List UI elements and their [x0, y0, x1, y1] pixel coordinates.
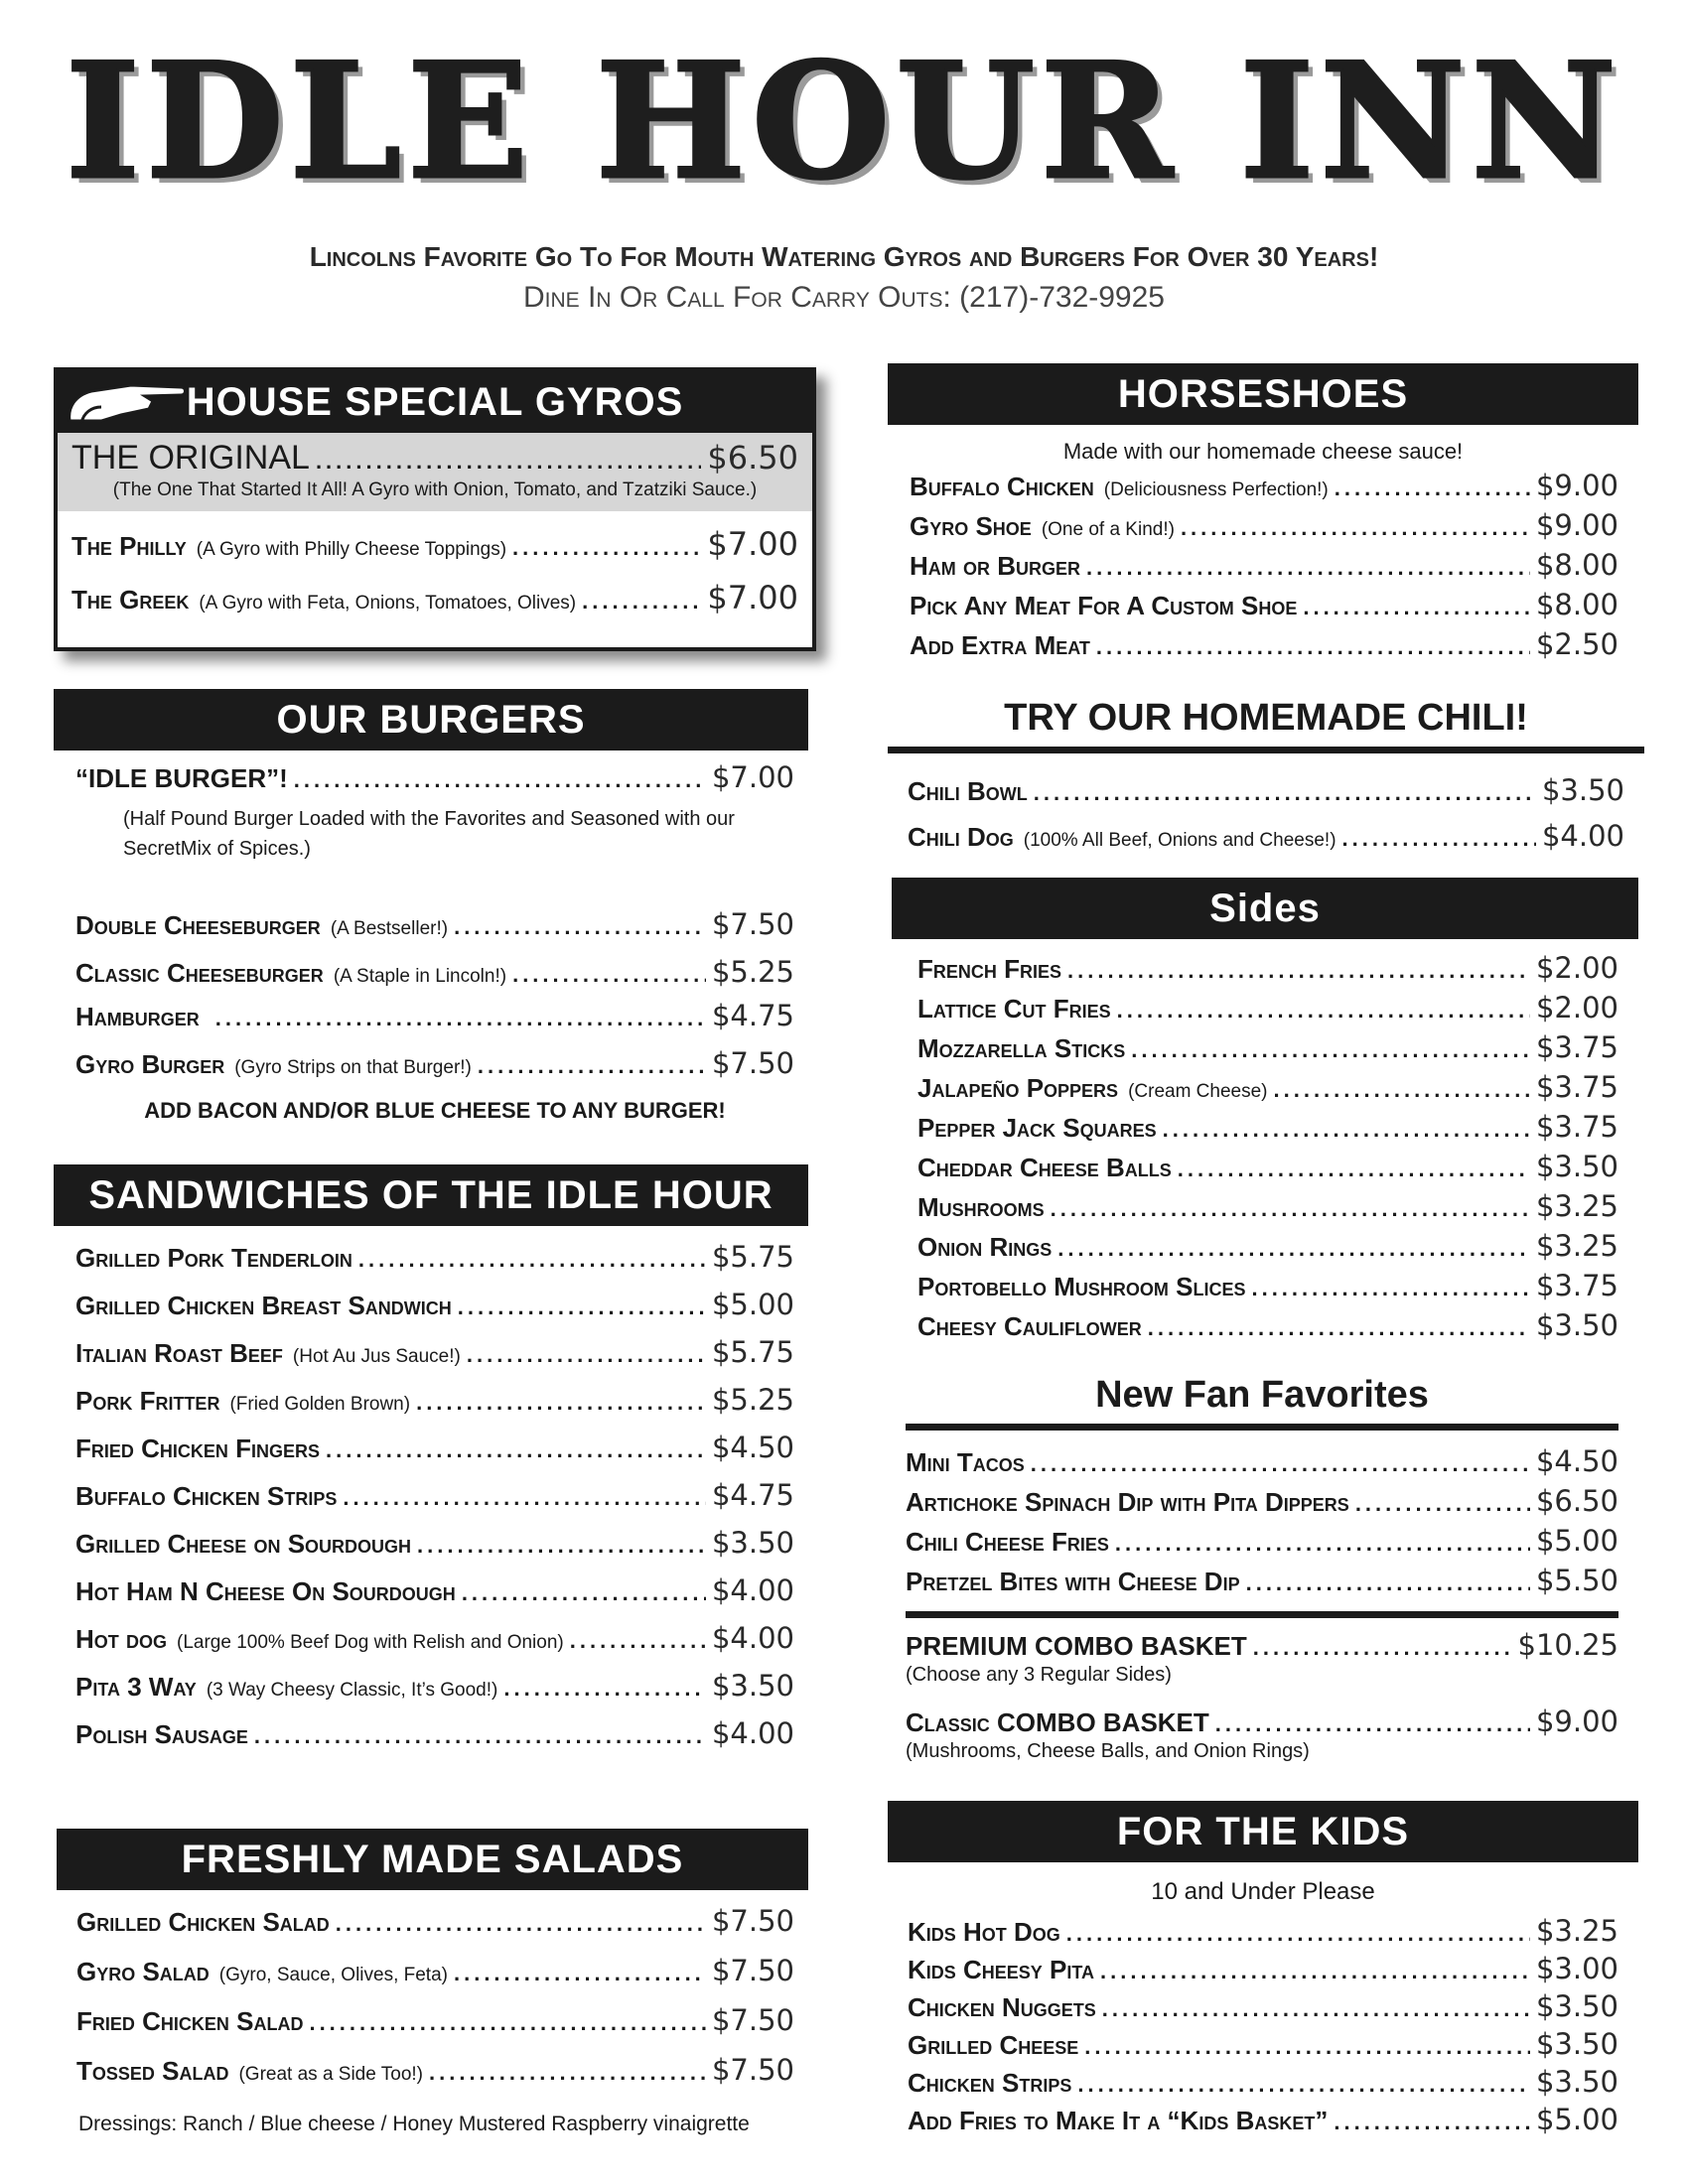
menu-item — [908, 773, 1624, 807]
menu-item — [917, 1150, 1618, 1183]
kids-note: 10 and Under Please — [1151, 1878, 1375, 1905]
item-name: Gyro Salad — [76, 1957, 210, 1986]
item-name: Grilled Chicken Breast Sandwich — [75, 1291, 452, 1320]
item-price: $3.00 — [1535, 1952, 1618, 1985]
kids-section — [888, 1801, 1638, 2140]
item-name: Fried Chicken Salad — [76, 2006, 304, 2036]
leader-dots — [1253, 1635, 1512, 1661]
menu-item — [917, 1110, 1618, 1144]
leader-dots — [1086, 555, 1530, 581]
item-name: Jalapeño Poppers — [917, 1073, 1119, 1103]
leader-dots — [309, 2010, 706, 2036]
item-price: $3.50 — [711, 1526, 794, 1560]
leader-dots — [503, 1676, 706, 1702]
item-name: Cheddar Cheese Balls — [917, 1153, 1172, 1182]
item-price: $8.00 — [1535, 588, 1618, 621]
item-name: Portobello Mushroom Slices — [917, 1272, 1246, 1301]
gyros-original — [58, 433, 812, 511]
leader-dots — [454, 1961, 706, 1986]
item-price: $7.50 — [711, 1954, 794, 1987]
leader-dots — [294, 767, 706, 793]
item-price: $6.50 — [1535, 1484, 1618, 1518]
menu-item — [76, 1904, 794, 1938]
leader-dots — [1303, 595, 1530, 620]
leader-dots — [1251, 1276, 1530, 1301]
leader-dots — [1178, 1157, 1530, 1182]
leader-dots — [1057, 1236, 1530, 1262]
menu-item — [917, 1308, 1618, 1342]
leader-dots — [1117, 998, 1530, 1024]
leader-dots — [1066, 1921, 1530, 1947]
item-desc: (Fried Golden Brown) — [229, 1394, 411, 1415]
item-price: $4.00 — [1541, 819, 1624, 853]
item-price: $3.25 — [1535, 1229, 1618, 1263]
item-name: Chicken Nuggets — [908, 1992, 1096, 2022]
menu-item — [910, 588, 1618, 621]
leader-dots — [1131, 1037, 1530, 1063]
item-name: Grilled Cheese — [908, 2030, 1079, 2060]
menu-item — [906, 1524, 1618, 1558]
menu-item — [908, 1914, 1618, 1948]
item-price: $3.75 — [1535, 1030, 1618, 1064]
menu-item — [910, 627, 1618, 661]
pointing-hand-icon — [62, 377, 191, 427]
item-desc: (A Bestseller!) — [330, 918, 449, 939]
menu-item — [910, 469, 1618, 502]
leader-dots — [358, 1247, 706, 1273]
item-name: Grilled Cheese on Sourdough — [75, 1529, 412, 1559]
burgers-section — [54, 689, 808, 1124]
menu-item — [917, 1269, 1618, 1302]
item-price: $3.75 — [1535, 1070, 1618, 1104]
menu-item — [75, 1573, 794, 1607]
item-price: $7.50 — [711, 2053, 794, 2087]
leader-dots — [1181, 515, 1530, 541]
item-name: Kids Hot Dog — [908, 1917, 1060, 1947]
item-name: Chicken Strips — [908, 2068, 1072, 2098]
chili-section — [888, 689, 1644, 865]
item-price: $3.50 — [1535, 1150, 1618, 1183]
burger-addon-note: ADD BACON AND/OR BLUE CHEESE TO ANY BURGER! — [144, 1098, 726, 1123]
item-name: Pick Any Meat For A Custom Shoe — [910, 591, 1298, 620]
item-name: Tossed Salad — [76, 2056, 229, 2086]
menu-item — [76, 1954, 794, 1987]
item-price: $4.50 — [1535, 1444, 1618, 1478]
chili-header: TRY OUR HOMEMADE CHILI! — [888, 689, 1644, 753]
item-price: $7.50 — [711, 2003, 794, 2037]
menu-item — [906, 1484, 1618, 1518]
leader-dots — [343, 1485, 706, 1511]
leader-dots — [1102, 1996, 1530, 2022]
menu-item — [75, 955, 794, 989]
leader-dots — [582, 589, 701, 614]
item-name: Mozzarella Sticks — [917, 1033, 1126, 1063]
item-price: $3.75 — [1535, 1110, 1618, 1144]
item-price: $4.75 — [711, 1478, 794, 1512]
item-name: Pita 3 Way — [75, 1672, 197, 1702]
item-name: Chili Dog — [908, 822, 1014, 852]
leader-dots — [454, 914, 706, 940]
menu-item — [75, 1288, 794, 1321]
item-desc: (3 Way Cheesy Classic, It’s Good!) — [206, 1680, 498, 1701]
salads-section — [57, 1829, 808, 2136]
leader-dots — [336, 1911, 706, 1937]
item-name: Italian Roast Beef — [75, 1338, 283, 1368]
item-price: $5.75 — [711, 1335, 794, 1369]
favorites-header: New Fan Favorites — [906, 1366, 1618, 1431]
menu-item — [908, 1952, 1618, 1985]
item-name: Polish Sausage — [75, 1719, 248, 1749]
leader-dots — [570, 1628, 706, 1654]
burgers-header: OUR BURGERS — [54, 689, 808, 751]
item-name: Mini Tacos — [906, 1447, 1025, 1477]
item-name: Buffalo Chicken — [910, 472, 1094, 501]
item-name: Ham or Burger — [910, 551, 1080, 581]
menu-item — [75, 1046, 794, 1080]
leader-dots — [1031, 1451, 1530, 1477]
item-price: $3.50 — [711, 1669, 794, 1703]
item-desc: (Cream Cheese) — [1128, 1081, 1268, 1102]
tagline: Lincolns Favorite Go To For Mouth Watering Gyros and Burgers For Over 30 Years! — [309, 241, 1379, 272]
item-name: Add Fries to Make It a “Kids Basket” — [908, 2106, 1329, 2135]
menu-item — [908, 1989, 1618, 2023]
leader-dots — [429, 2060, 706, 2086]
leader-dots — [1355, 1491, 1530, 1517]
item-name: “IDLE BURGER”! — [75, 763, 288, 793]
menu-item — [906, 1564, 1618, 1597]
item-price: $7.50 — [711, 907, 794, 941]
salads-header: FRESHLY MADE SALADS — [57, 1829, 808, 1890]
item-desc: (Mushrooms, Cheese Balls, and Onion Rings) — [906, 1740, 1310, 1762]
item-name: Classic Cheeseburger — [75, 958, 324, 988]
menu-item — [917, 991, 1618, 1024]
item-name: Grilled Pork Tenderloin — [75, 1243, 352, 1273]
leader-dots — [467, 1342, 706, 1368]
leader-dots — [254, 1723, 706, 1749]
item-name: Lattice Cut Fries — [917, 994, 1111, 1024]
gyros-header: HOUSE SPECIAL GYROS — [58, 371, 812, 433]
item-price: $2.00 — [1535, 991, 1618, 1024]
item-desc: (Hot Au Jus Sauce!) — [292, 1346, 461, 1367]
item-name: Chili Bowl — [908, 776, 1028, 806]
sides-header: Sides — [892, 878, 1638, 939]
item-price: $8.00 — [1535, 548, 1618, 582]
combos-section — [906, 1628, 1618, 1781]
menu-item — [71, 579, 798, 616]
menu-item — [75, 1478, 794, 1512]
item-price: $4.00 — [711, 1716, 794, 1750]
item-price: $3.50 — [1535, 2065, 1618, 2099]
item-price: $7.00 — [707, 525, 798, 563]
item-name: French Fries — [917, 954, 1062, 984]
item-name: Hot dog — [75, 1624, 167, 1654]
horseshoes-section — [888, 363, 1638, 667]
item-desc: (Choose any 3 Regular Sides) — [906, 1664, 1172, 1686]
menu-item — [910, 548, 1618, 582]
item-price: $3.50 — [1541, 773, 1624, 807]
menu-item — [76, 2003, 794, 2037]
item-desc: (A Gyro with Philly Cheese Toppings) — [196, 539, 507, 560]
menu-item — [917, 1189, 1618, 1223]
item-price: $3.50 — [1535, 2027, 1618, 2061]
leader-dots — [215, 1006, 706, 1031]
item-name: THE ORIGINAL — [71, 439, 310, 477]
sides-section — [892, 878, 1638, 1348]
leader-dots — [416, 1390, 706, 1416]
leader-dots — [1100, 1959, 1530, 1984]
leader-dots — [1084, 2034, 1530, 2060]
dressings-note: Dressings: Ranch / Blue cheese / Honey Mustered Raspberry vinaigrette — [78, 2113, 750, 2135]
menu-item — [75, 1335, 794, 1369]
leader-dots — [512, 962, 706, 988]
leader-dots — [1163, 1117, 1530, 1143]
leader-dots — [326, 1437, 706, 1463]
leader-dots — [1334, 2110, 1530, 2135]
item-price: $7.50 — [711, 1904, 794, 1938]
item-price: $3.50 — [1535, 1308, 1618, 1342]
item-name: Hot Ham N Cheese On Sourdough — [75, 1576, 456, 1606]
item-price: $4.50 — [711, 1431, 794, 1464]
item-price: $10.25 — [1517, 1628, 1618, 1662]
item-name: Cheesy Cauliflower — [917, 1311, 1142, 1341]
leader-dots — [1215, 1711, 1530, 1737]
menu-item — [910, 508, 1618, 542]
horseshoes-header: HORSESHOES — [888, 363, 1638, 425]
item-desc: (One of a Kind!) — [1041, 519, 1175, 540]
leader-dots — [1335, 476, 1530, 501]
leader-dots — [1342, 826, 1536, 852]
menu-item — [75, 1383, 794, 1417]
restaurant-title: IDLE HOUR INN — [66, 28, 1622, 214]
leader-dots — [512, 535, 701, 561]
leader-dots — [458, 1295, 706, 1320]
item-name: Grilled Chicken Salad — [76, 1907, 330, 1937]
item-name: Pretzel Bites with Cheese Dip — [906, 1567, 1240, 1596]
menu-item — [906, 1628, 1618, 1662]
item-price: $3.75 — [1535, 1269, 1618, 1302]
item-name: Double Cheeseburger — [75, 910, 321, 940]
menu-item — [75, 1240, 794, 1274]
menu-item — [908, 2065, 1618, 2099]
leader-dots — [1051, 1196, 1530, 1222]
menu-item — [906, 1705, 1618, 1738]
item-desc: (A Gyro with Feta, Onions, Tomatoes, Olives) — [199, 593, 577, 614]
item-name: Pepper Jack Squares — [917, 1113, 1157, 1143]
menu-item — [917, 1070, 1618, 1104]
menu-item — [917, 951, 1618, 985]
item-desc: (100% All Beef, Onions and Cheese!) — [1023, 830, 1336, 851]
item-price: $3.25 — [1535, 1914, 1618, 1948]
menu-item — [75, 907, 794, 941]
leader-dots — [1148, 1315, 1530, 1341]
item-name: The Philly — [71, 531, 187, 561]
menu-item — [906, 1444, 1618, 1478]
item-desc: (A Staple in Lincoln!) — [333, 966, 507, 987]
leader-dots — [1096, 634, 1530, 660]
menu-item — [75, 1716, 794, 1750]
item-price: $9.00 — [1535, 508, 1618, 542]
leader-dots — [316, 449, 701, 475]
item-name: Mushrooms — [917, 1192, 1045, 1222]
item-price: $5.00 — [711, 1288, 794, 1321]
item-price: $7.00 — [711, 760, 794, 794]
item-name: Pork Fritter — [75, 1386, 220, 1416]
menu-item — [75, 1621, 794, 1655]
item-price: $5.25 — [711, 955, 794, 989]
item-name: Chili Cheese Fries — [906, 1527, 1109, 1557]
item-desc: (Gyro, Sauce, Olives, Feta) — [218, 1965, 448, 1985]
item-price: $5.00 — [1535, 1524, 1618, 1558]
horseshoes-note: Made with our homemade cheese sauce! — [1062, 439, 1464, 464]
divider — [906, 1611, 1618, 1618]
item-name: Classic COMBO BASKET — [906, 1707, 1209, 1737]
menu-item — [908, 2027, 1618, 2061]
leader-dots — [1077, 2072, 1530, 2098]
menu-item — [75, 1431, 794, 1464]
item-desc: (Great as a Side Too!) — [238, 2064, 423, 2085]
item-name: Add Extra Meat — [910, 630, 1090, 660]
leader-dots — [1246, 1570, 1530, 1596]
leader-dots — [1034, 780, 1536, 806]
item-price: $9.00 — [1535, 1705, 1618, 1738]
leader-dots — [1067, 958, 1530, 984]
leader-dots — [478, 1053, 706, 1079]
menu-item — [908, 2103, 1618, 2136]
gyros-section — [54, 367, 816, 651]
item-price: $7.00 — [707, 579, 798, 616]
menu-item — [75, 1526, 794, 1560]
leader-dots — [417, 1533, 706, 1559]
item-name: PREMIUM COMBO BASKET — [906, 1631, 1247, 1661]
sandwiches-header: SANDWICHES OF THE IDLE HOUR — [54, 1164, 808, 1226]
item-desc: (Half Pound Burger Loaded with the Favorites and Seasoned with our SecretMix of Spices.) — [123, 808, 735, 860]
item-name: Kids Cheesy Pita — [908, 1955, 1095, 1984]
item-price: $4.00 — [711, 1573, 794, 1607]
item-price: $3.25 — [1535, 1189, 1618, 1223]
menu-item — [76, 2053, 794, 2087]
item-price: $9.00 — [1535, 469, 1618, 502]
item-price: $5.25 — [711, 1383, 794, 1417]
leader-dots — [1274, 1077, 1530, 1103]
menu-item — [71, 525, 798, 563]
item-desc: (Large 100% Beef Dog with Relish and Onion) — [177, 1632, 564, 1653]
item-name: Artichoke Spinach Dip with Pita Dippers — [906, 1487, 1349, 1517]
item-price: $5.50 — [1535, 1564, 1618, 1597]
leader-dots — [1115, 1531, 1530, 1557]
item-price: $5.75 — [711, 1240, 794, 1274]
item-name: Gyro Shoe — [910, 511, 1032, 541]
menu-item — [917, 1030, 1618, 1064]
item-price: $4.00 — [711, 1621, 794, 1655]
menu-item — [75, 999, 794, 1032]
item-price: $7.50 — [711, 1046, 794, 1080]
item-desc: (Deliciousness Perfection!) — [1103, 479, 1329, 500]
item-name: Gyro Burger — [75, 1049, 225, 1079]
item-desc: (Gyro Strips on that Burger!) — [234, 1057, 472, 1078]
item-price: $4.75 — [711, 999, 794, 1032]
leader-dots — [462, 1580, 706, 1606]
menu-item — [75, 760, 794, 794]
phone-line: Dine In Or Call For Carry Outs: (217)-732-9925 — [523, 281, 1165, 314]
item-name: Buffalo Chicken Strips — [75, 1481, 338, 1511]
favorites-section — [906, 1366, 1618, 1618]
menu-item — [75, 1669, 794, 1703]
item-name: Hamburger — [75, 1002, 200, 1031]
menu-item — [917, 1229, 1618, 1263]
item-name: The Greek — [71, 585, 190, 614]
item-name: Fried Chicken Fingers — [75, 1433, 321, 1463]
item-price: $6.50 — [707, 439, 798, 477]
item-price: $5.00 — [1535, 2103, 1618, 2136]
sandwiches-section — [54, 1164, 808, 1764]
item-name: Onion Rings — [917, 1232, 1053, 1262]
item-price: $3.50 — [1535, 1989, 1618, 2023]
kids-header: FOR THE KIDS — [888, 1801, 1638, 1862]
item-price: $2.00 — [1535, 951, 1618, 985]
item-price: $2.50 — [1535, 627, 1618, 661]
menu-item — [908, 819, 1624, 853]
item-desc: (The One That Started It All! A Gyro with Onion, Tomato, and Tzatziki Sauce.) — [112, 479, 758, 500]
